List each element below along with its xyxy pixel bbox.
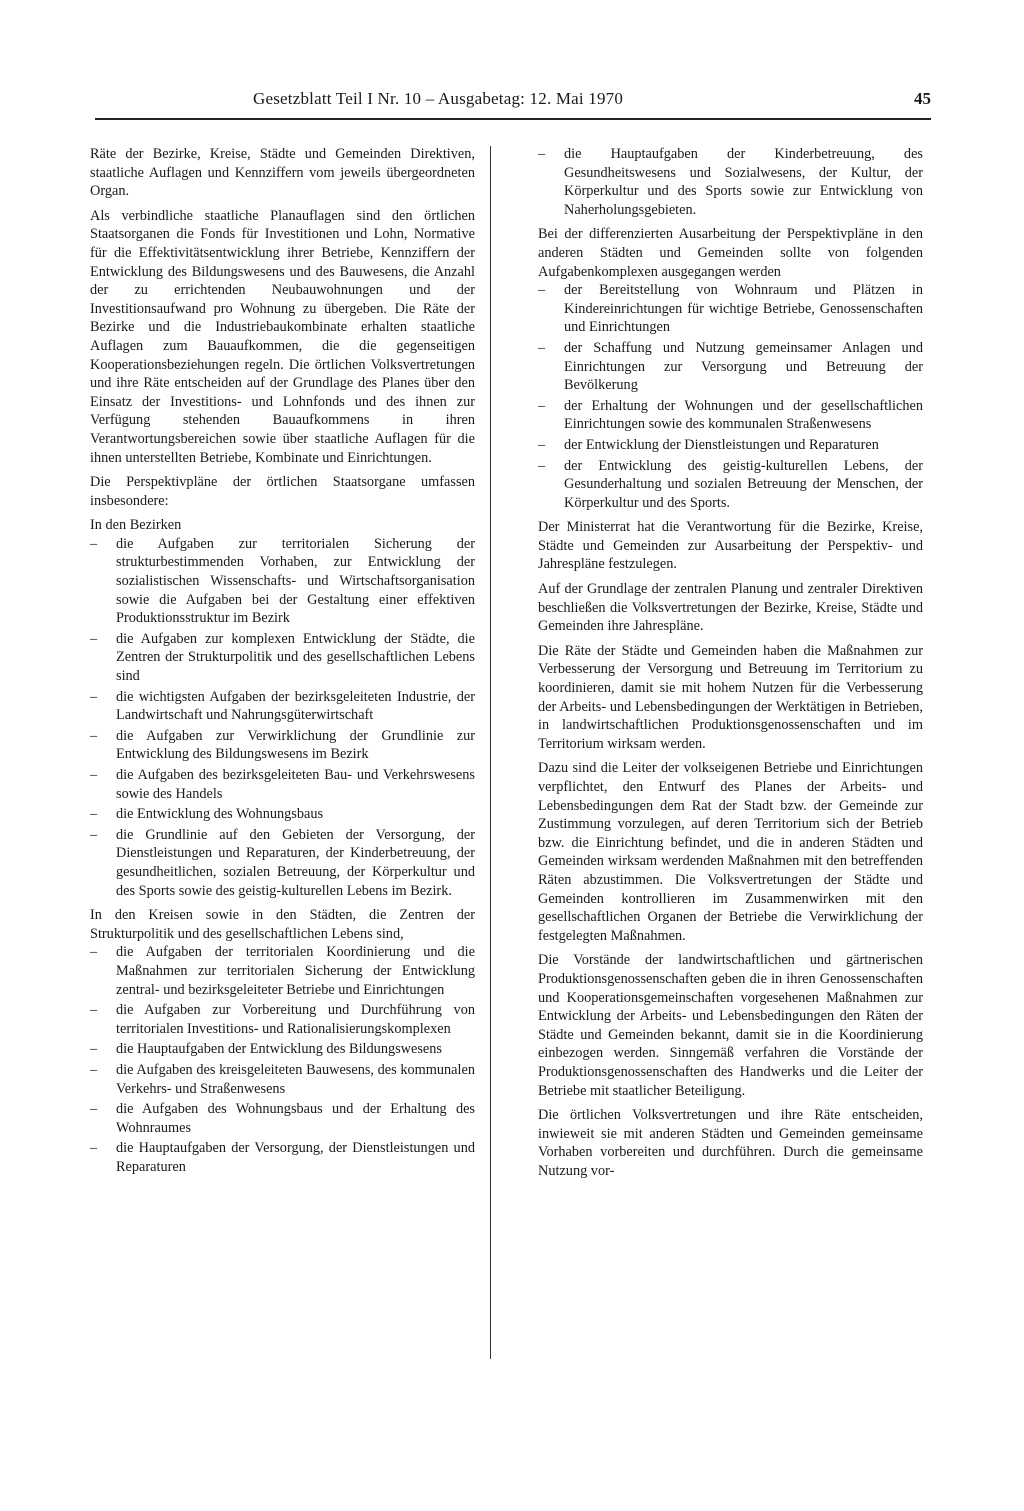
list-item: – der Schaffung und Nutzung gemeinsamer Anlagen und Einrichtungen zur Versorgung und Betreuung der Bevölkerung — [538, 339, 923, 395]
paragraph: Als verbindliche staatliche Planauflagen sind den örtlichen Staatsorganen die Fonds für Investitionen und Lohn, Normative für die Effektivitätsentwicklung ihrer Betriebe, Kennziffern der Entwicklung des Bildungswesens und des Bauwesens, die Anzahl der zu errichtenden Neubauwohnungen und der Investitionsaufwand pro Wohnung zu übergeben. Die Räte der Bezirke und die Industriebaukombinate erhalten staatliche Auflagen zum Bauaufkommen, die die gegenseitigen Kooperationsbeziehungen regeln. Die örtlichen Volksvertretungen und ihre Räte entscheiden auf der Grundlage des Planes über den Einsatz der Investitions- und Lohnfonds und des ihnen zur Verfügung stehenden Bauaufkommens in ihren Verantwortungsbereichen sowie über staatliche Auflagen für die ihnen unterstellten Betriebe, Kombinate und Einrichtungen. — [90, 207, 475, 466]
bezirke-list — [90, 535, 475, 900]
paragraph: Räte der Bezirke, Kreise, Städte und Gemeinden Direktiven, staatliche Auflagen und Kennziffern vom jeweils übergeordneten Organ. — [90, 146, 475, 200]
list-item: – die Aufgaben der territorialen Koordinierung und die Maßnahmen zur territorialen Sicherung der Entwicklung zentral- und bezirksgeleiteter Betriebe und Einrichtungen — [90, 943, 475, 999]
list-item: – die Hauptaufgaben der Kinderbetreuung, des Gesundheitswesens und Sozialwesens, der Kultur, der Körperkultur und des Sports sowie zur Entwicklung von Naherholungsgebieten. — [538, 145, 923, 219]
section-heading: In den Kreisen sowie in den Städten, die Zentren der Strukturpolitik und des gesellschaftlichen Lebens sind, — [90, 907, 475, 942]
list-item: – die Aufgaben zur Vorbereitung und Durchführung von territorialen Investitions- und Rationalisierungskomplexen — [90, 1001, 475, 1038]
left-column — [90, 145, 475, 1182]
header-title: Gesetzblatt Teil I Nr. 10 – Ausgabetag: 12. Mai 1970 — [253, 89, 624, 108]
list-item: – die Aufgaben zur Verwirklichung der Grundlinie zur Entwicklung des Bildungswesens im Bezirk — [90, 727, 475, 764]
paragraph: Die Räte der Städte und Gemeinden haben die Maßnahmen zur Verbesserung der Versorgung und Betreuung im Territorium zu koordinieren, damit sie mit hohem Nutzen für die Verbesserung der Arbeits- und Lebensbedingungen der Werktätigen in Betrieben, in landwirtschaftlichen Produktionsgenossenschaften und im Territorium wirksam werden. — [538, 642, 923, 752]
paragraph: Die Perspektivpläne der örtlichen Staatsorgane umfassen insbesondere: — [90, 474, 475, 509]
page-header — [95, 89, 931, 117]
list-item: – der Erhaltung der Wohnungen und der gesellschaftlichen Einrichtungen sowie des kommunalen Straßenwesens — [538, 397, 923, 434]
paragraph: Auf der Grundlage der zentralen Planung und zentraler Direktiven beschließen die Volksvertretungen der Bezirke, Kreise, Städte und Gemeinden ihre Jahrespläne. — [538, 581, 923, 635]
paragraph: Dazu sind die Leiter der volkseigenen Betriebe und Einrichtungen verpflichtet, den Entwurf des Planes der Arbeits- und Lebensbedingungen dem Rat der Stadt bzw. der Gemeinde zur Zustimmung vorzulegen, auf deren Territorium sich der Betrieb bzw. die Einrichtung befindet, und die in anderen Städten und Gemeinden wirksam werdenden Maßnahmen mit den betreffenden Räten abzustimmen. Die Volksvertretungen der Städte und Gemeinden kontrollieren im Zusammenwirken mit den gesellschaftlichen Organen der Betriebe die Verwirklichung der festgelegten Maßnahmen. — [538, 760, 923, 944]
paragraph: Bei der differenzierten Ausarbeitung der Perspektivpläne in den anderen Städten und Gemeinden sollte von folgenden Aufgabenkomplexen ausgegangen werden — [538, 226, 923, 280]
list-item: – die Aufgaben des Wohnungsbaus und der Erhaltung des Wohnraumes — [90, 1100, 475, 1137]
list-item: – der Entwicklung der Dienstleistungen und Reparaturen — [538, 436, 923, 455]
list-item: – der Entwicklung des geistig-kulturellen Lebens, der Gesunderhaltung und sozialen Betreuung der Menschen, der Körperkultur und des Sports. — [538, 457, 923, 513]
list-item: – die Aufgaben des bezirksgeleiteten Bau- und Verkehrswesens sowie des Handels — [90, 766, 475, 803]
list-item: – die Entwicklung des Wohnungsbaus — [90, 805, 475, 824]
list-item: – die Grundlinie auf den Gebieten der Versorgung, der Dienstleistungen und Reparaturen, der Kinderbetreuung, der gesundheitlichen, sozialen Betreuung, der Körperkultur und des Sports sowie des geistig-kulturellen Lebens im Bezirk. — [90, 826, 475, 900]
list-item: – die Hauptaufgaben der Entwicklung des Bildungswesens — [90, 1040, 475, 1059]
section-heading: In den Bezirken — [90, 517, 182, 534]
list-item: – die Aufgaben zur komplexen Entwicklung der Städte, die Zentren der Strukturpolitik und des gesellschaftlichen Lebens sind — [90, 630, 475, 686]
paragraph: Die örtlichen Volksvertretungen und ihre Räte entscheiden, inwieweit sie mit anderen Städten und Gemeinden gemeinsame Vorhaben vorbereiten und durchführen. Durch die gemeinsame Nutzung vor- — [538, 1107, 923, 1179]
kreise-list — [90, 943, 475, 1176]
page-number: 45 — [914, 89, 931, 108]
continued-list — [538, 145, 923, 219]
paragraph: Die Vorstände der landwirtschaftlichen und gärtnerischen Produktionsgenossenschaften geben die in ihren Genossenschaften und Kooperationsgemeinschaften vorgesehenen Maßnahmen zur Entwicklung der Arbeits- und Lebensbedingungen den Räten der Städte und Gemeinden bekannt, damit sie in die Koordinierung einbezogen werden. Sinngemäß verfahren die Vorstände der Produktionsgenossenschaften des Handwerks und die Leiter der Betriebe mit staatlicher Beteiligung. — [538, 952, 923, 1099]
header-rule — [95, 118, 931, 120]
list-item: – die Aufgaben zur territorialen Sicherung der strukturbestimmenden Vorhaben, zur Entwicklung der sozialistischen Wissenschafts- und Wirtschaftsorganisation sowie die Aufgaben bei der Gestaltung einer effektiven Produktionsstruktur im Bezirk — [90, 535, 475, 628]
column-divider — [490, 146, 491, 1359]
list-item: – der Bereitstellung von Wohnraum und Plätzen in Kindereinrichtungen für wichtige Betriebe, Genossenschaften und Einrichtungen — [538, 281, 923, 337]
right-column — [538, 145, 923, 1186]
list-item: – die wichtigsten Aufgaben der bezirksgeleiteten Industrie, der Landwirtschaft und Nahrungsgüterwirtschaft — [90, 688, 475, 725]
list-item: – die Hauptaufgaben der Versorgung, der Dienstleistungen und Reparaturen — [90, 1139, 475, 1176]
list-item: – die Aufgaben des kreisgeleiteten Bauwesens, des kommunalen Verkehrs- und Straßenwesens — [90, 1061, 475, 1098]
paragraph: Der Ministerrat hat die Verantwortung für die Bezirke, Kreise, Städte und Gemeinden zur Ausarbeitung der Perspektiv- und Jahrespläne festzulegen. — [538, 519, 923, 573]
perspektiv-list — [538, 281, 923, 512]
